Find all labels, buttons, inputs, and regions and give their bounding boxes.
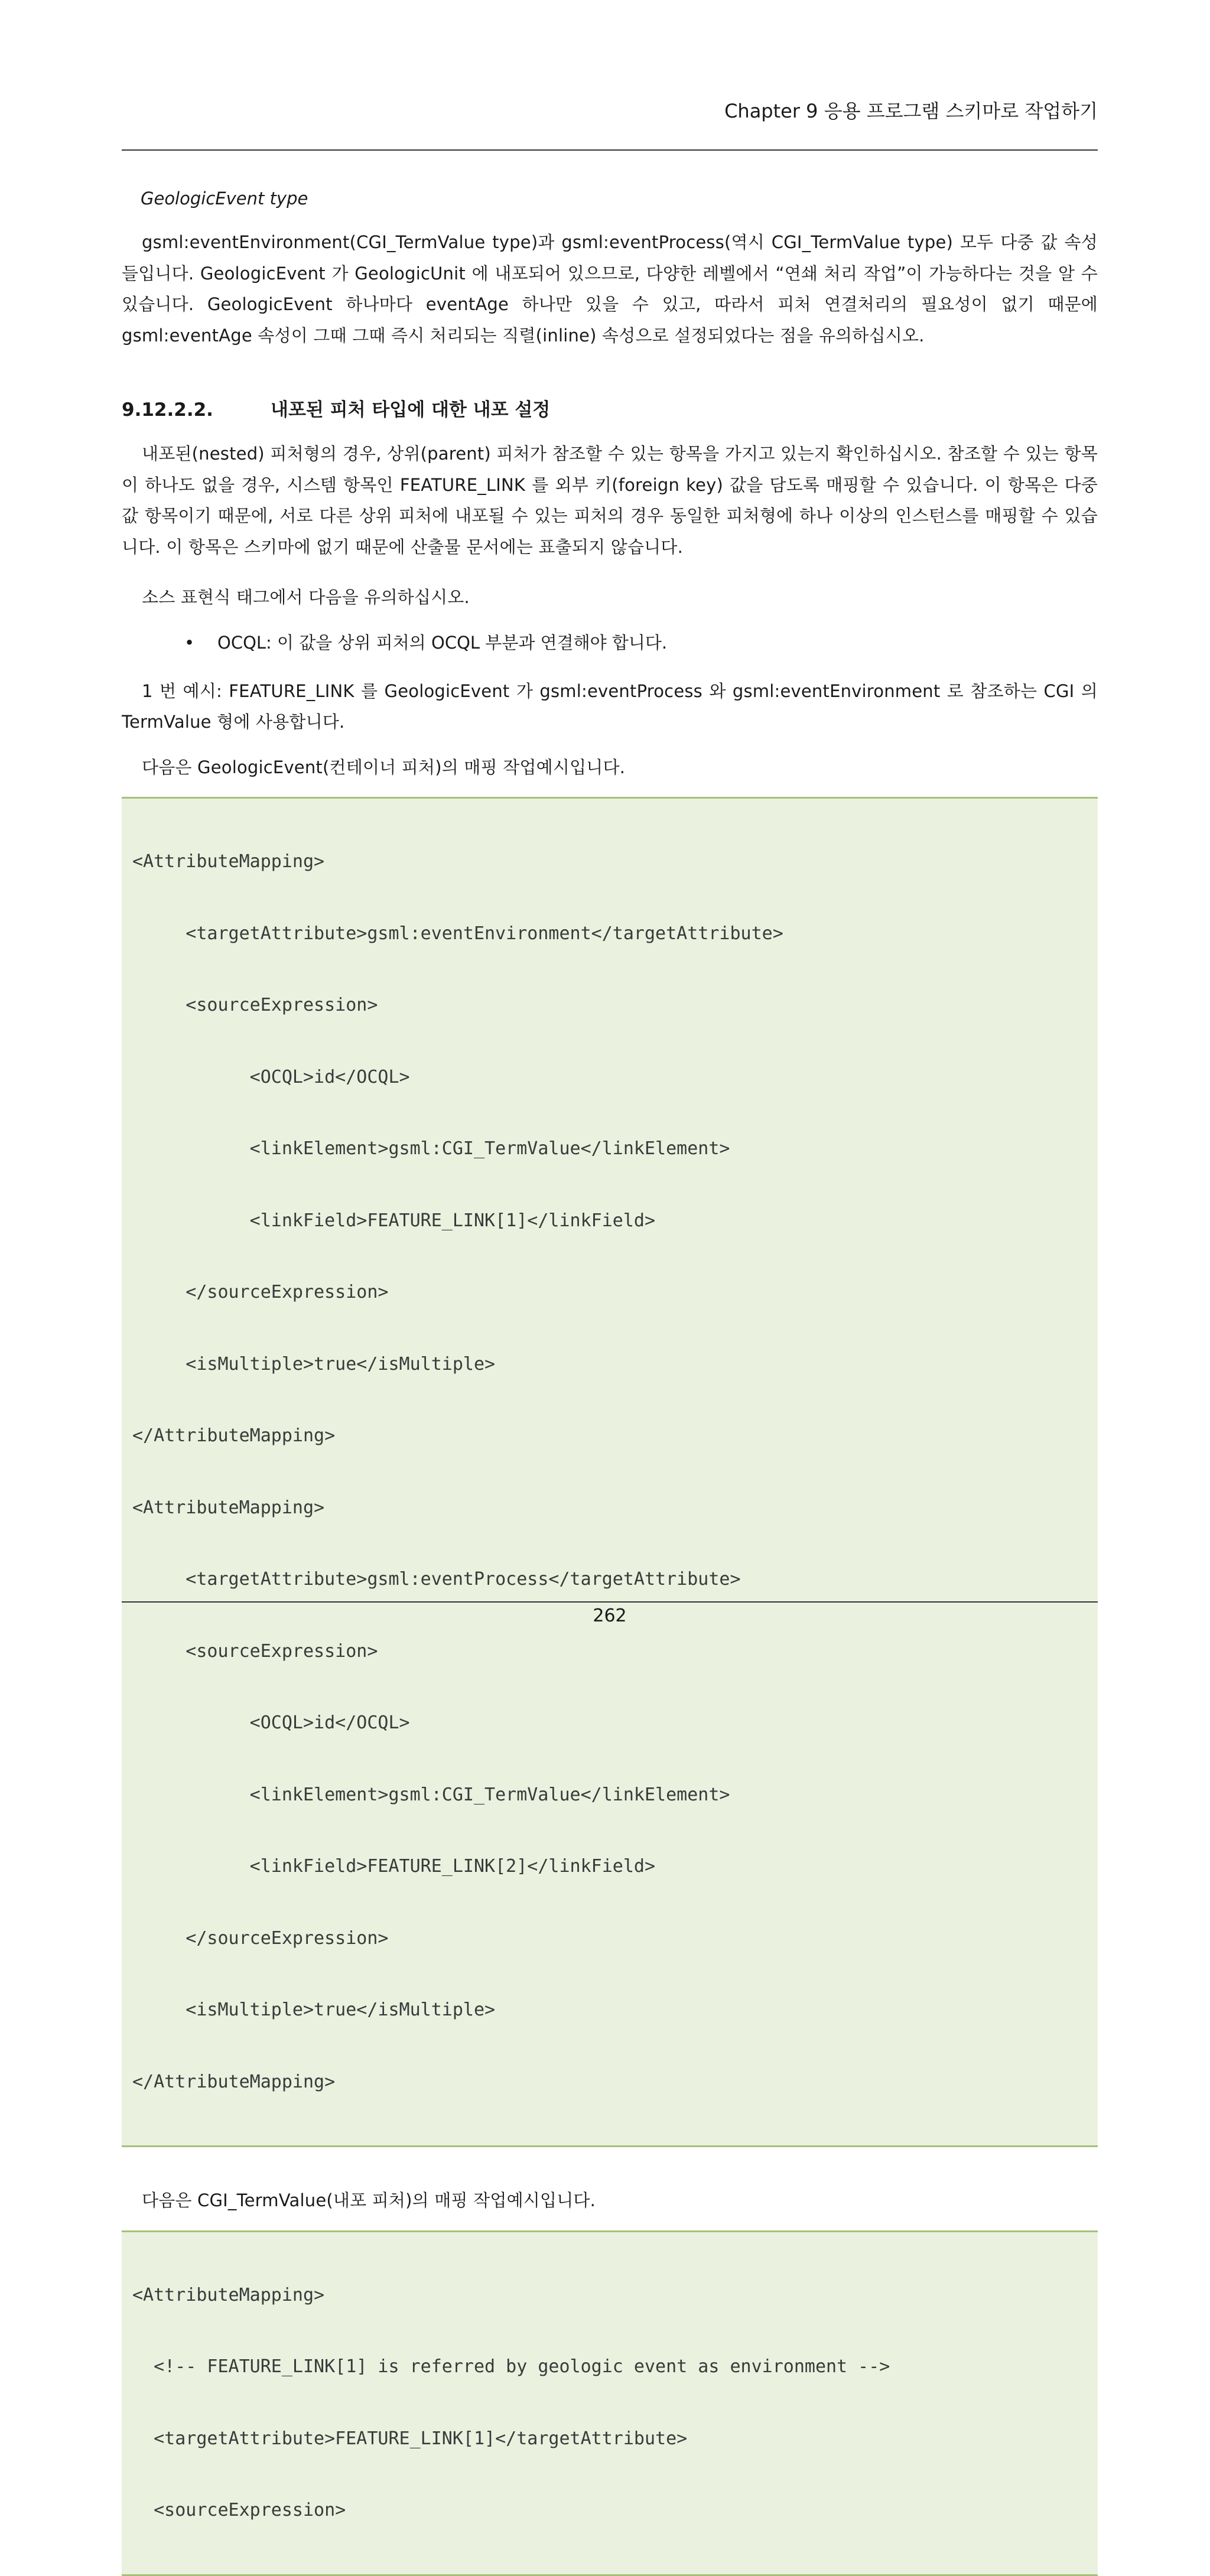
document-page [122, 0, 1098, 2520]
paragraph-event-attributes: gsml:eventEnvironment(CGI_TermValue type)과 gsml:eventProcess(역시 CGI_TermValue type) 모두 다중 값 속성들입니다. GeologicEvent 가 GeologicUnit 에 내포되어 있으므로, 다양한 레벨에서 “연쇄 처리 작업”이 가능하다는 것을 알 수 있습니다. GeologicEvent 하나마다 eventAge 하나만 있을 수 있고, 따라서 피처 연결처리의 필요성이 없기 때문에 gsml:eventAge 속성이 그때 그때 즉시 처리되는 직렬(inline) 속성으로 설정되었다는 점을 유의하십시오. [122, 232, 1098, 346]
code-line: </sourceExpression> [132, 1927, 389, 1949]
code-line: </sourceExpression> [132, 1282, 389, 1302]
code-line: <isMultiple>true</isMultiple> [132, 1353, 496, 1375]
bullet-item-ocql [122, 627, 1098, 658]
footer-divider [122, 1601, 1098, 1603]
code-line: <!-- FEATURE_LINK[1] is referred by geologic event as environment --> [132, 2356, 890, 2377]
code-line: <sourceExpression> [132, 1640, 378, 1662]
code-block-container-mapping [122, 797, 1098, 2147]
code-block-nested-mapping [122, 2230, 1098, 2576]
bullet-icon: • [184, 632, 195, 653]
section-heading [122, 395, 1098, 425]
page-content [122, 183, 1098, 2576]
code-line: <linkField>FEATURE_LINK[1]</linkField> [132, 1210, 656, 1231]
code-line: <AttributeMapping> [132, 2284, 325, 2305]
paragraph-nested-mapping: 다음은 CGI_TermValue(내포 피처)의 매핑 작업예시입니다. [142, 2190, 596, 2210]
code-line: <AttributeMapping> [132, 851, 325, 872]
code-line: <sourceExpression> [132, 995, 378, 1015]
chapter-header: Chapter 9 응용 프로그램 스키마로 작업하기 [724, 100, 1098, 122]
section-number: 9.12.2.2. [122, 399, 213, 421]
page-number: 262 [593, 1605, 627, 1626]
section-title: 내포된 피처 타입에 대한 내포 설정 [271, 399, 551, 421]
code-line: <AttributeMapping> [132, 1497, 325, 1518]
code-line: <targetAttribute>gsml:eventProcess</targetAttribute> [132, 1569, 741, 1590]
code-line: <OCQL>id</OCQL> [132, 1712, 410, 1733]
bullet-text: OCQL: 이 값을 상위 피처의 OCQL 부분과 연결해야 합니다. [217, 632, 668, 653]
code-line: </AttributeMapping> [132, 2071, 336, 2092]
code-line: <isMultiple>true</isMultiple> [132, 1999, 496, 2020]
type-label: GeologicEvent type [141, 188, 308, 209]
paragraph-nested-features: 내포된(nested) 피처형의 경우, 상위(parent) 피처가 참조할 수 있는 항목을 가지고 있는지 확인하십시오. 참조할 수 있는 항목이 하나도 없을 경우, 시스템 항목인 FEATURE_LINK 를 외부 키(foreign key) 값을 담도록 매핑할 수 있습니다. 이 항목은 다중 값 항목이기 때문에, 서로 다른 상위 피처에 내포될 수 있는 피처의 경우 동일한 피처형에 하나 이상의 인스턴스를 매핑할 수 있습니다. 이 항목은 스키마에 없기 때문에 산출물 문서에는 표출되지 않습니다. [122, 444, 1098, 557]
code-line: <OCQL>id</OCQL> [132, 1066, 410, 1087]
paragraph-example-1: 1 번 예시: FEATURE_LINK 를 GeologicEvent 가 gsml:eventProcess 와 gsml:eventEnvironment 로 참조하는 CGI 의 TermValue 형에 사용합니다. [122, 680, 1098, 732]
code-line: </AttributeMapping> [132, 1425, 336, 1446]
code-line: <sourceExpression> [132, 2500, 346, 2520]
paragraph-source-expression: 소스 표현식 태그에서 다음을 유의하십시오. [142, 587, 470, 607]
code-line: <linkElement>gsml:CGI_TermValue</linkElement> [132, 1138, 730, 1159]
header-divider [122, 149, 1098, 151]
code-line: <targetAttribute>gsml:eventEnvironment</targetAttribute> [132, 923, 783, 944]
paragraph-container-mapping: 다음은 GeologicEvent(컨테이너 피처)의 매핑 작업예시입니다. [142, 757, 626, 777]
code-line: <targetAttribute>FEATURE_LINK[1]</targetAttribute> [132, 2428, 688, 2449]
code-line: <linkElement>gsml:CGI_TermValue</linkElement> [132, 1784, 730, 1805]
code-line: <linkField>FEATURE_LINK[2]</linkField> [132, 1856, 656, 1877]
